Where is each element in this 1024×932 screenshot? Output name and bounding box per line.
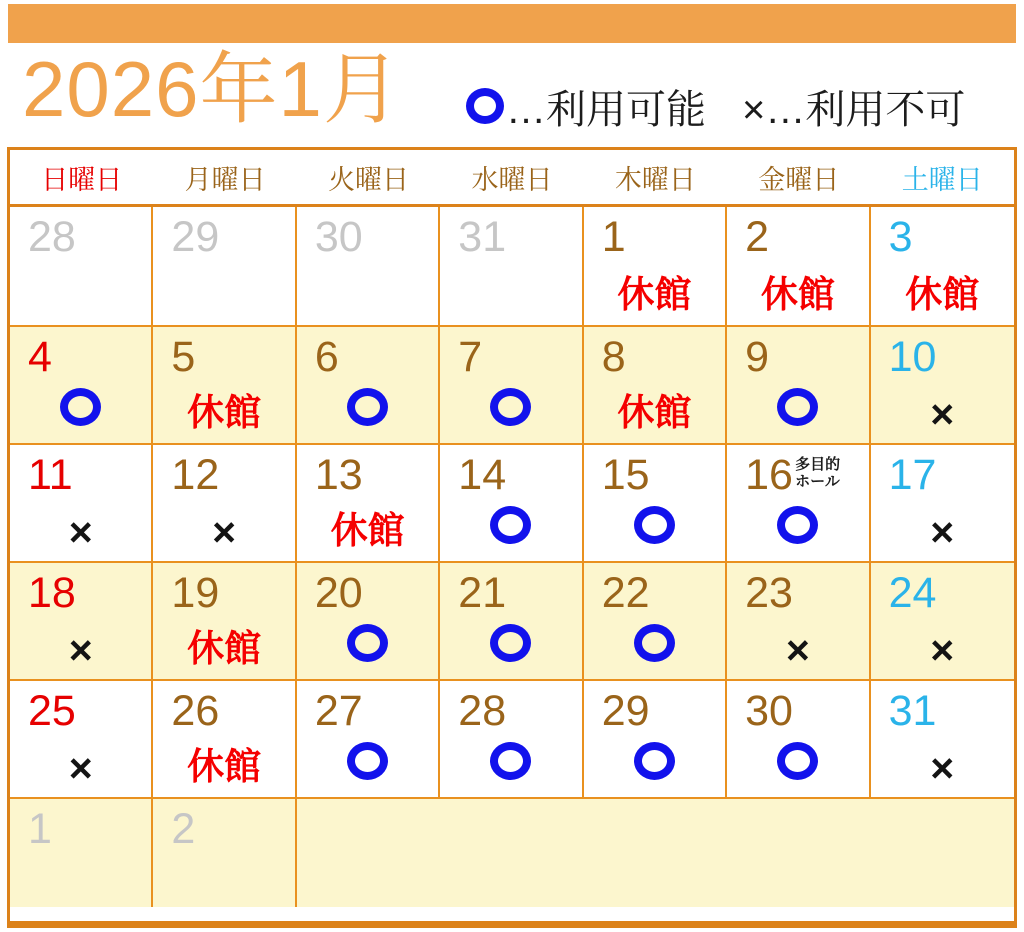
- calendar-day-cell: [440, 681, 583, 799]
- unavailable-x-icon: ×: [785, 627, 810, 673]
- calendar-day-cell: [440, 445, 583, 563]
- day-number: 1: [28, 805, 52, 853]
- available-circle-icon: [10, 388, 151, 430]
- calendar-day-cell: [584, 327, 727, 445]
- weekday-header: 水曜日: [471, 164, 553, 195]
- day-number: 9: [745, 333, 770, 381]
- closed-label: 休館: [187, 392, 262, 433]
- calendar-day-cell: [297, 681, 440, 799]
- circle-icon: [777, 388, 818, 426]
- calendar-day-cell: [440, 563, 583, 681]
- day-number: 5: [171, 333, 196, 381]
- unavailable-x-icon: ×: [68, 627, 93, 673]
- available-circle-icon: [727, 506, 868, 548]
- available-circle-icon: [440, 624, 581, 666]
- circle-icon: [634, 624, 675, 662]
- circle-icon: [347, 624, 388, 662]
- circle-icon: [347, 742, 388, 780]
- calendar-day-cell: [440, 207, 583, 327]
- day-number: 1: [601, 213, 626, 261]
- legend-unavailable-label: ×…利用不可: [742, 87, 966, 132]
- calendar-day-cell: [153, 563, 296, 681]
- day-number: 15: [601, 451, 650, 499]
- circle-icon: [634, 506, 675, 544]
- calendar-day-cell: [727, 327, 870, 445]
- top-banner: [8, 4, 1016, 43]
- weekday-header: 金曜日: [758, 164, 840, 195]
- day-number: 19: [171, 569, 220, 617]
- calendar-day-cell: [10, 681, 153, 799]
- closed-label: 休館: [330, 510, 405, 551]
- day-number: 3: [888, 213, 913, 261]
- circle-icon: [60, 388, 101, 426]
- calendar-day-cell: [727, 445, 870, 563]
- available-circle-icon: [727, 742, 868, 784]
- day-number: 26: [171, 687, 220, 735]
- weekday-header-row: [10, 150, 1014, 207]
- closed-label: 休館: [617, 274, 692, 315]
- calendar-day-cell: [871, 563, 1014, 681]
- unavailable-x-icon: ×: [930, 745, 955, 791]
- circle-icon: [490, 624, 531, 662]
- calendar-day-cell: [153, 327, 296, 445]
- calendar-day-cell: [584, 681, 727, 799]
- calendar-day-cell: [440, 327, 583, 445]
- closed-label: 休館: [760, 274, 835, 315]
- unavailable-x-icon: ×: [930, 509, 955, 555]
- calendar-day-cell: [727, 207, 870, 327]
- calendar-day-cell: [153, 207, 296, 327]
- available-circle-icon: [584, 742, 725, 784]
- calendar-day-cell: [10, 327, 153, 445]
- calendar-day-cell: [871, 681, 1014, 799]
- calendar-day-cell: [727, 681, 870, 799]
- day-number: 22: [601, 569, 650, 617]
- calendar-day-cell: [10, 563, 153, 681]
- day-number: 30: [745, 687, 793, 735]
- calendar-day-cell: [10, 799, 153, 907]
- day-number: 23: [745, 569, 793, 617]
- circle-icon: [490, 742, 531, 780]
- calendar-day-cell: [297, 445, 440, 563]
- availability-legend: [466, 80, 965, 132]
- day-number: 28: [28, 213, 76, 261]
- closed-label: 休館: [905, 274, 980, 315]
- unavailable-x-icon: ×: [68, 509, 93, 555]
- calendar-day-cell: [584, 445, 727, 563]
- day-number: 12: [171, 451, 220, 499]
- calendar-day-cell: [153, 681, 296, 799]
- calendar-empty-span: [297, 799, 1014, 907]
- day-number: 18: [28, 569, 76, 617]
- available-circle-icon: [466, 88, 504, 124]
- day-number: 8: [601, 333, 626, 381]
- calendar-day-cell: [727, 563, 870, 681]
- day-number: 2: [171, 805, 196, 853]
- unavailable-x-icon: ×: [212, 509, 237, 555]
- weekday-header: 火曜日: [328, 164, 410, 195]
- calendar-day-cell: [297, 563, 440, 681]
- circle-icon: [634, 742, 675, 780]
- available-circle-icon: [297, 388, 438, 430]
- day-number: 21: [458, 569, 507, 617]
- calendar-day-cell: [297, 327, 440, 445]
- calendar-day-cell: [297, 207, 440, 327]
- available-circle-icon: [297, 624, 438, 666]
- calendar-day-cell: [10, 207, 153, 327]
- unavailable-x-icon: ×: [68, 745, 93, 791]
- day-number: 29: [601, 687, 650, 735]
- day-number: 25: [28, 687, 76, 735]
- available-circle-icon: [727, 388, 868, 430]
- circle-icon: [777, 742, 818, 780]
- day-number: 13: [314, 451, 363, 499]
- day-number: 16: [745, 451, 793, 499]
- circle-icon: [347, 388, 388, 426]
- day-number: 20: [314, 569, 363, 617]
- day-note-multipurpose-hall: 多目的 ホール: [795, 456, 841, 490]
- closed-label: 休館: [187, 628, 262, 669]
- circle-icon: [777, 506, 818, 544]
- day-number: 29: [171, 213, 220, 261]
- calendar-day-cell: [871, 327, 1014, 445]
- unavailable-x-icon: ×: [930, 627, 955, 673]
- available-circle-icon: [440, 742, 581, 784]
- day-number: 24: [888, 569, 937, 617]
- day-number: 10: [888, 333, 937, 381]
- available-circle-icon: [297, 742, 438, 784]
- available-circle-icon: [584, 506, 725, 548]
- calendar-day-cell: [871, 207, 1014, 327]
- day-number: 4: [28, 333, 52, 381]
- day-number: 17: [888, 451, 937, 499]
- calendar-day-cell: [10, 445, 153, 563]
- calendar-day-cell: [584, 563, 727, 681]
- day-number: 11: [28, 451, 73, 499]
- calendar-table: [7, 147, 1017, 928]
- circle-icon: [490, 506, 531, 544]
- available-circle-icon: [584, 624, 725, 666]
- weekday-header: 日曜日: [41, 164, 123, 195]
- calendar-day-cell: [153, 445, 296, 563]
- closed-label: 休館: [187, 746, 262, 787]
- closed-label: 休館: [617, 392, 692, 433]
- calendar-day-cell: [584, 207, 727, 327]
- calendar-day-cell: [871, 445, 1014, 563]
- available-circle-icon: [440, 388, 581, 430]
- day-number: 30: [314, 213, 363, 261]
- weekday-header: 月曜日: [184, 164, 266, 195]
- weekday-header: 土曜日: [901, 164, 983, 195]
- circle-icon: [490, 388, 531, 426]
- legend-available-label: …利用可能: [506, 87, 706, 132]
- day-number: 28: [458, 687, 507, 735]
- day-number: 31: [458, 213, 507, 261]
- unavailable-x-icon: ×: [930, 391, 955, 437]
- calendar-day-cell: [153, 799, 296, 907]
- calendar-body: [10, 207, 1014, 907]
- day-number: 2: [745, 213, 770, 261]
- day-number: 31: [888, 687, 937, 735]
- day-number: 14: [458, 451, 507, 499]
- available-circle-icon: [440, 506, 581, 548]
- day-number: 7: [458, 333, 483, 381]
- page-title: 2026年1月: [22, 45, 402, 133]
- weekday-header: 木曜日: [614, 164, 696, 195]
- day-number: 27: [314, 687, 363, 735]
- day-number: 6: [314, 333, 339, 381]
